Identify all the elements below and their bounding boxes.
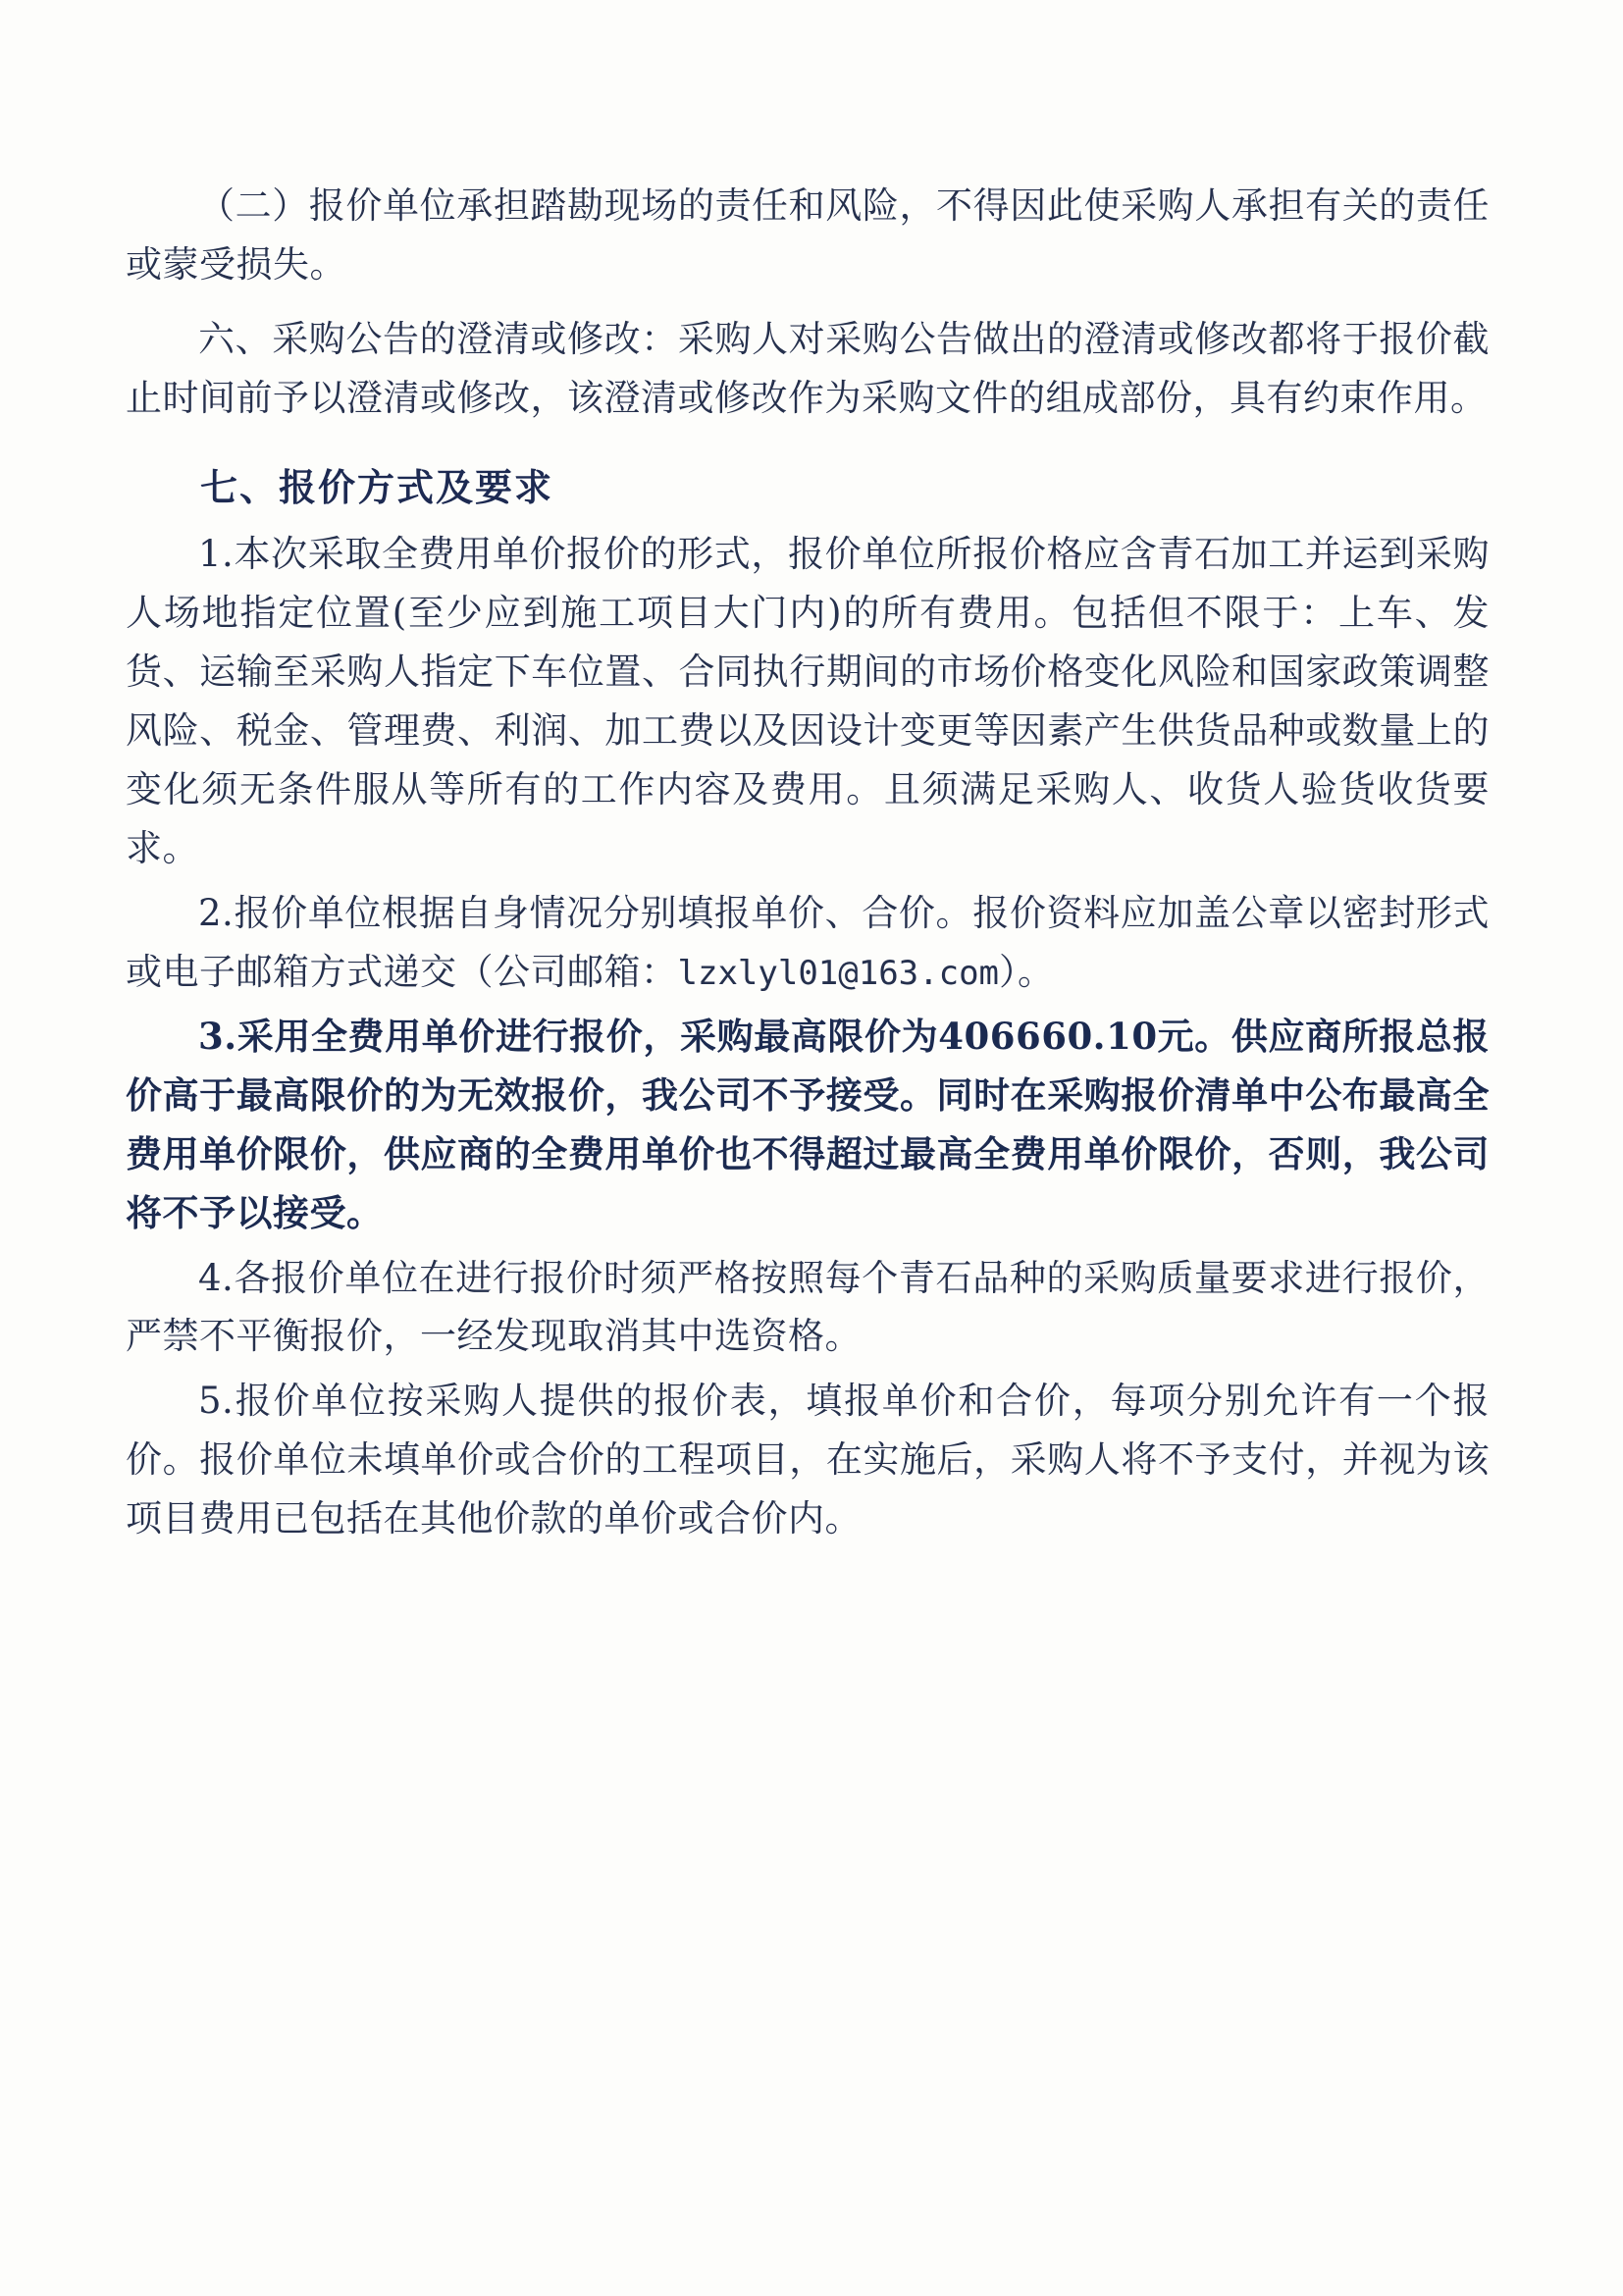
spacer (126, 300, 1490, 310)
spacer (126, 434, 1490, 444)
contact-email: lzxlyl01@163.com (677, 953, 1000, 993)
item2-text-before: 2.报价单位根据自身情况分别填报单价、合价。报价资料应加盖公章以密封形式或电子邮箱方式递交（公司邮箱： (126, 891, 1490, 993)
max-price-value: 406660.10 (938, 1014, 1158, 1058)
item3-text-after: 元。供应商所报总报价高于最高限价的为无效报价，我公司不予接受。同时在采购报价清单中公布最高全费用单价限价，供应商的全费用单价也不得超过最高全费用单价限价，否则，我公司将不予以接受。 (126, 1014, 1491, 1234)
document-body (126, 177, 1490, 1554)
paragraph-item-5: 5.报价单位按采购人提供的报价表，填报单价和合价，每项分别允许有一个报价。报价单位未填单价或合价的工程项目，在实施后，采购人将不予支付，并视为该项目费用已包括在其他价款的单价或合价内。 (126, 1380, 1490, 1540)
paragraph-item-3 (126, 1008, 1490, 1243)
paragraph-item-2 (126, 884, 1490, 1002)
paragraph-item-4: 4.各报价单位在进行报价时须严格按照每个青石品种的采购质量要求进行报价，严禁不平衡报价，一经发现取消其中选资格。 (126, 1256, 1490, 1358)
paragraph-section6: 六、采购公告的澄清或修改：采购人对采购公告做出的澄清或修改都将于报价截止时间前予以澄清或修改，该澄清或修改作为采购文件的组成部份，具有约束作用。 (126, 317, 1490, 419)
heading-section7: 七、报价方式及要求 (200, 464, 554, 509)
item2-text-after: ）。 (999, 950, 1055, 993)
paragraph-section5-item2: （二）报价单位承担踏勘现场的责任和风险，不得因此使采购人承担有关的责任或蒙受损失。 (126, 184, 1490, 286)
item3-text-before: 3.采用全费用单价进行报价，采购最高限价为 (198, 1014, 939, 1058)
paragraph-item-1: 1.本次采取全费用单价报价的形式，报价单位所报价格应含青石加工并运到采购人场地指定位置(至少应到施工项目大门内)的所有费用。包括但不限于：上车、发货、运输至采购人指定下车位置、合同执行期间的市场价格变化风险和国家政策调整风险、税金、管理费、利润、加工费以及因设计变更等因素产生供货品种或数量上的变化须无条件服从等所有的工作内容及费用。且须满足采购人、收货人验货收货要求。 (126, 533, 1490, 869)
